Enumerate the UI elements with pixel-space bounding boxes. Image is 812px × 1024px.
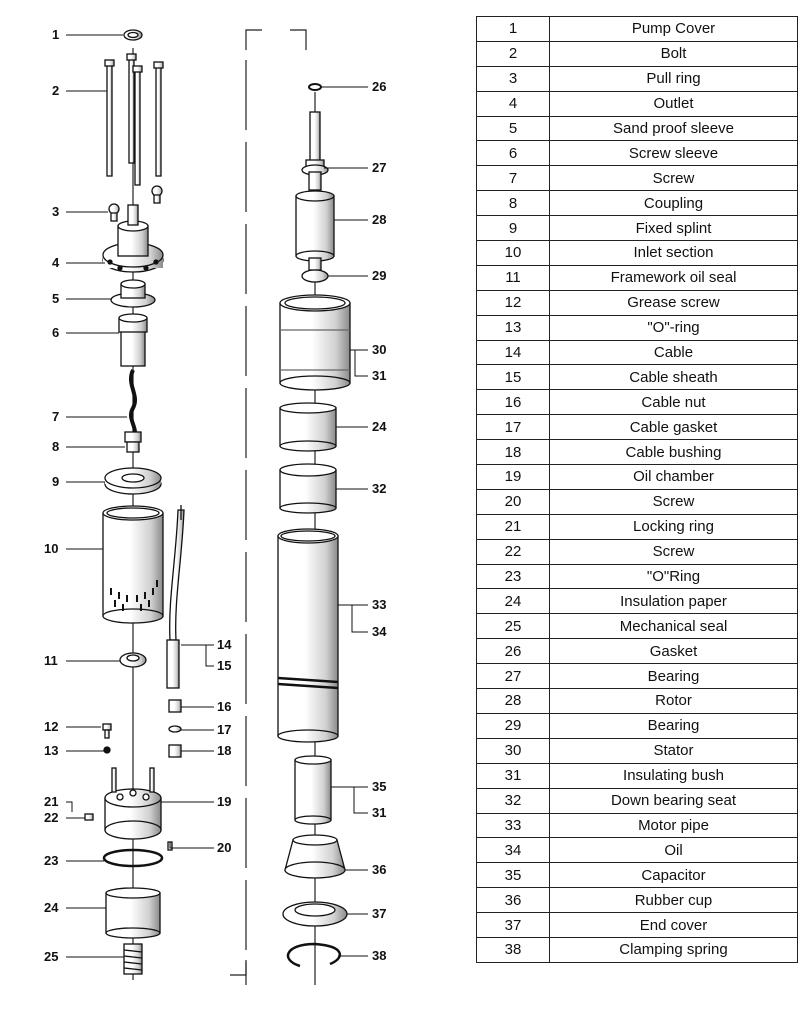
- capacitor-part: [295, 756, 331, 824]
- part-name-cell: Locking ring: [550, 514, 798, 539]
- callout-24-right: 24: [372, 419, 387, 434]
- parts-list-table: [476, 16, 798, 963]
- callout-35: 35: [372, 779, 387, 794]
- callout-4: 4: [52, 255, 60, 270]
- table-row: [477, 440, 798, 465]
- callout-7: 7: [52, 409, 60, 424]
- part-number-cell: 29: [477, 713, 550, 738]
- part-name-cell: Oil chamber: [550, 465, 798, 490]
- part-number-cell: 5: [477, 116, 550, 141]
- part-name-cell: Fixed splint: [550, 216, 798, 241]
- table-row: [477, 539, 798, 564]
- part-number-cell: 27: [477, 664, 550, 689]
- part-name-cell: Outlet: [550, 91, 798, 116]
- part-number-cell: 18: [477, 440, 550, 465]
- callout-23: 23: [44, 853, 59, 868]
- callout-14: 14: [217, 637, 232, 652]
- insulation-paper-right-part: [280, 403, 336, 451]
- grease-screw-part: [103, 724, 111, 753]
- part-number-cell: 6: [477, 141, 550, 166]
- part-name-cell: Bearing: [550, 713, 798, 738]
- rotor-shaft-part: [302, 112, 328, 190]
- part-name-cell: Stator: [550, 738, 798, 763]
- table-row: [477, 365, 798, 390]
- callout-30: 30: [372, 342, 387, 357]
- callout-10: 10: [44, 541, 59, 556]
- callout-31-upper: 31: [372, 368, 387, 383]
- table-row: [477, 639, 798, 664]
- part-name-cell: Capacitor: [550, 863, 798, 888]
- part-name-cell: "O"-ring: [550, 315, 798, 340]
- pump-cover-part: [124, 30, 142, 40]
- callout-26: 26: [372, 79, 387, 94]
- part-number-cell: 21: [477, 514, 550, 539]
- part-name-cell: Cable: [550, 340, 798, 365]
- rotor-part: [296, 191, 334, 270]
- motor-pipe-part: [278, 529, 338, 742]
- part-number-cell: 32: [477, 788, 550, 813]
- table-row: [477, 788, 798, 813]
- part-name-cell: Coupling: [550, 191, 798, 216]
- part-number-cell: 3: [477, 66, 550, 91]
- table-row: [477, 614, 798, 639]
- insulation-paper-left-part: [106, 888, 160, 938]
- table-row: [477, 564, 798, 589]
- part-number-cell: 23: [477, 564, 550, 589]
- part-name-cell: Pull ring: [550, 66, 798, 91]
- callout-12: 12: [44, 719, 59, 734]
- callout-9: 9: [52, 474, 60, 489]
- part-number-cell: 16: [477, 390, 550, 415]
- callout-33: 33: [372, 597, 387, 612]
- rubber-cup-part: [285, 835, 345, 878]
- callout-17: 17: [217, 722, 232, 737]
- callout-20: 20: [217, 840, 232, 855]
- part-name-cell: Inlet section: [550, 241, 798, 266]
- part-number-cell: 8: [477, 191, 550, 216]
- table-row: [477, 340, 798, 365]
- table-row: [477, 141, 798, 166]
- table-row: [477, 390, 798, 415]
- part-number-cell: 10: [477, 241, 550, 266]
- part-name-cell: "O"Ring: [550, 564, 798, 589]
- part-number-cell: 17: [477, 415, 550, 440]
- table-row: [477, 913, 798, 938]
- part-number-cell: 33: [477, 813, 550, 838]
- part-name-cell: Screw: [550, 539, 798, 564]
- clamping-spring-part: [288, 944, 340, 966]
- table-row: [477, 589, 798, 614]
- cable-fittings-parts: [169, 700, 181, 757]
- callout-36: 36: [372, 862, 387, 877]
- callout-13: 13: [44, 743, 59, 758]
- part-name-cell: Sand proof sleeve: [550, 116, 798, 141]
- part-name-cell: Screw: [550, 166, 798, 191]
- part-number-cell: 14: [477, 340, 550, 365]
- part-number-cell: 35: [477, 863, 550, 888]
- part-number-cell: 12: [477, 290, 550, 315]
- part-name-cell: Cable sheath: [550, 365, 798, 390]
- coupling-part: [125, 432, 141, 452]
- callout-22: 22: [44, 810, 59, 825]
- part-number-cell: 1: [477, 17, 550, 42]
- table-row: [477, 937, 798, 962]
- framework-oil-seal-part: [120, 653, 146, 667]
- callout-31-lower: 31: [372, 805, 387, 820]
- table-row: [477, 216, 798, 241]
- part-number-cell: 25: [477, 614, 550, 639]
- part-name-cell: Motor pipe: [550, 813, 798, 838]
- end-cover-part: [283, 902, 347, 926]
- part-number-cell: 13: [477, 315, 550, 340]
- screw-sleeve-part: [119, 314, 147, 366]
- part-name-cell: Screw: [550, 489, 798, 514]
- mechanical-seal-part: [124, 944, 142, 974]
- table-row: [477, 813, 798, 838]
- table-row: [477, 888, 798, 913]
- part-number-cell: 9: [477, 216, 550, 241]
- table-row: [477, 241, 798, 266]
- part-name-cell: Insulation paper: [550, 589, 798, 614]
- callout-11: 11: [44, 653, 58, 668]
- table-row: [477, 91, 798, 116]
- table-row: [477, 514, 798, 539]
- table-row: [477, 66, 798, 91]
- table-row: [477, 17, 798, 42]
- callout-15: 15: [217, 658, 232, 673]
- table-row: [477, 41, 798, 66]
- table-row: [477, 415, 798, 440]
- table-row: [477, 116, 798, 141]
- part-number-cell: 11: [477, 265, 550, 290]
- part-number-cell: 20: [477, 489, 550, 514]
- table-row: [477, 191, 798, 216]
- callout-32: 32: [372, 481, 387, 496]
- callout-3: 3: [52, 204, 60, 219]
- part-name-cell: Mechanical seal: [550, 614, 798, 639]
- part-name-cell: Cable bushing: [550, 440, 798, 465]
- part-number-cell: 4: [477, 91, 550, 116]
- bearing-lower-part: [302, 270, 328, 282]
- part-number-cell: 7: [477, 166, 550, 191]
- part-name-cell: Down bearing seat: [550, 788, 798, 813]
- gasket-part: [309, 84, 321, 90]
- table-row: [477, 265, 798, 290]
- callout-29: 29: [372, 268, 387, 283]
- part-name-cell: Pump Cover: [550, 17, 798, 42]
- part-name-cell: Grease screw: [550, 290, 798, 315]
- callout-24-left: 24: [44, 900, 59, 915]
- table-row: [477, 664, 798, 689]
- part-number-cell: 22: [477, 539, 550, 564]
- table-row: [477, 290, 798, 315]
- callout-37: 37: [372, 906, 387, 921]
- part-number-cell: 37: [477, 913, 550, 938]
- callout-25: 25: [44, 949, 59, 964]
- part-name-cell: Cable gasket: [550, 415, 798, 440]
- part-name-cell: End cover: [550, 913, 798, 938]
- callout-28: 28: [372, 212, 387, 227]
- part-number-cell: 30: [477, 738, 550, 763]
- sand-proof-sleeve-part: [111, 280, 155, 307]
- part-number-cell: 28: [477, 689, 550, 714]
- part-name-cell: Framework oil seal: [550, 265, 798, 290]
- table-row: [477, 315, 798, 340]
- callout-19: 19: [217, 794, 232, 809]
- cable-part: [167, 505, 184, 688]
- callout-38: 38: [372, 948, 387, 963]
- callout-2: 2: [52, 83, 60, 98]
- callout-16: 16: [217, 699, 232, 714]
- table-row: [477, 465, 798, 490]
- part-number-cell: 24: [477, 589, 550, 614]
- table-row: [477, 838, 798, 863]
- stator-part: [280, 295, 350, 390]
- part-name-cell: Bolt: [550, 41, 798, 66]
- part-number-cell: 31: [477, 763, 550, 788]
- callout-27: 27: [372, 160, 387, 175]
- part-name-cell: Insulating bush: [550, 763, 798, 788]
- callout-34: 34: [372, 624, 387, 639]
- part-name-cell: Rotor: [550, 689, 798, 714]
- callout-6: 6: [52, 325, 60, 340]
- part-name-cell: Cable nut: [550, 390, 798, 415]
- bolt-parts: [105, 54, 163, 185]
- table-row: [477, 166, 798, 191]
- part-number-cell: 34: [477, 838, 550, 863]
- part-number-cell: 26: [477, 639, 550, 664]
- part-number-cell: 2: [477, 41, 550, 66]
- part-name-cell: Rubber cup: [550, 888, 798, 913]
- table-row: [477, 763, 798, 788]
- table-row: [477, 863, 798, 888]
- table-row: [477, 713, 798, 738]
- callout-18: 18: [217, 743, 232, 758]
- table-row: [477, 489, 798, 514]
- part-number-cell: 19: [477, 465, 550, 490]
- part-number-cell: 36: [477, 888, 550, 913]
- part-number-cell: 15: [477, 365, 550, 390]
- callout-5: 5: [52, 291, 60, 306]
- table-row: [477, 738, 798, 763]
- inlet-section-part: [103, 506, 163, 623]
- part-name-cell: Oil: [550, 838, 798, 863]
- screw-shaft-part: [131, 370, 135, 440]
- callout-8: 8: [52, 439, 60, 454]
- table-row: [477, 689, 798, 714]
- part-name-cell: Gasket: [550, 639, 798, 664]
- part-name-cell: Bearing: [550, 664, 798, 689]
- part-number-cell: 38: [477, 937, 550, 962]
- part-name-cell: Screw sleeve: [550, 141, 798, 166]
- callout-1: 1: [52, 27, 60, 42]
- fixed-splint-part: [105, 468, 161, 494]
- part-name-cell: Clamping spring: [550, 937, 798, 962]
- down-bearing-seat-part: [280, 464, 336, 513]
- callout-21: 21: [44, 794, 59, 809]
